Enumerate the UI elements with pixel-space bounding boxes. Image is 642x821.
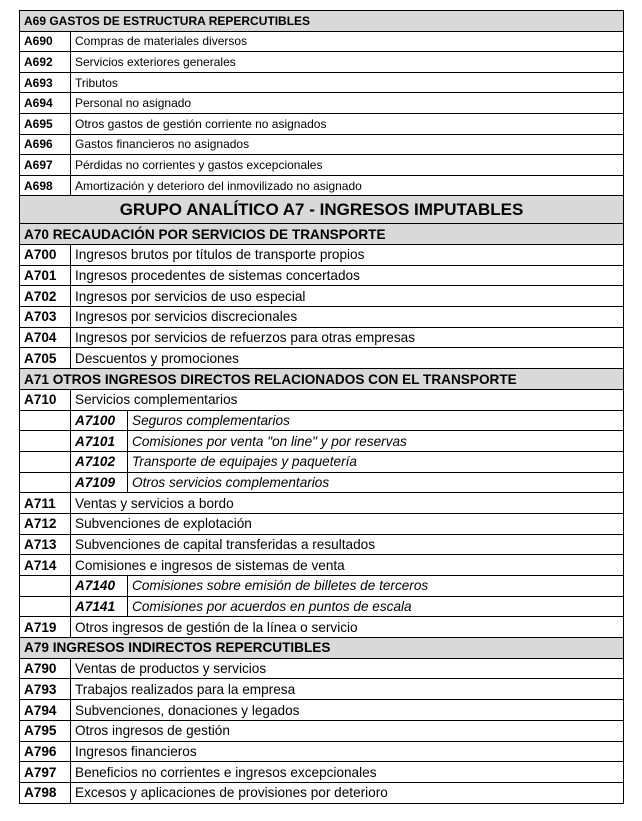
account-code: A705 (20, 348, 71, 368)
account-code: A694 (20, 93, 71, 113)
sub-account-row (20, 411, 624, 432)
block-a7 (20, 224, 624, 803)
account-description: Servicios complementarios (75, 392, 238, 408)
section-title: A79 INGRESOS INDIRECTOS REPERCUTIBLES (24, 640, 331, 656)
table-row (20, 73, 624, 94)
account-code: A702 (20, 286, 71, 306)
account-description: Ingresos por servicios de refuerzos para otras empresas (75, 330, 415, 346)
account-code: A700 (20, 245, 71, 265)
sub-account-code: A7109 (71, 473, 128, 493)
indent-cell (20, 576, 71, 596)
account-code: A793 (20, 679, 71, 699)
account-code: A714 (20, 555, 71, 575)
account-code: A698 (20, 176, 71, 196)
table-row (20, 176, 624, 197)
account-code: A797 (20, 762, 71, 782)
a69-rows (20, 32, 624, 197)
account-description: Comisiones e ingresos de sistemas de venta (75, 557, 345, 573)
a79-rows (20, 659, 624, 804)
account-code: A697 (20, 155, 71, 175)
table-row (20, 348, 624, 369)
account-code: A703 (20, 307, 71, 327)
table-row (20, 617, 624, 638)
sub-account-row (20, 576, 624, 597)
account-description: Ingresos financieros (75, 743, 197, 759)
sub-account-row (20, 473, 624, 494)
table-row (20, 286, 624, 307)
table-row (20, 721, 624, 742)
account-code: A710 (20, 390, 71, 410)
account-description: Ingresos procedentes de sistemas concertados (75, 268, 360, 284)
indent-cell (20, 452, 71, 472)
account-description: Ingresos brutos por títulos de transporte propios (75, 247, 365, 263)
account-code: A712 (20, 514, 71, 534)
account-description: Amortización y deterioro del inmovilizado no asignado (75, 178, 362, 193)
sub-account-description: Comisiones por venta "on line" y por reservas (132, 433, 407, 449)
table-row (20, 135, 624, 156)
table-row (20, 555, 624, 576)
indent-cell (20, 411, 71, 431)
sub-account-description: Otros servicios complementarios (132, 474, 330, 490)
table-row (20, 114, 624, 135)
account-description: Compras de materiales diversos (75, 34, 248, 49)
account-description: Trabajos realizados para la empresa (75, 681, 296, 697)
account-description: Excesos y aplicaciones de provisiones por deterioro (75, 785, 388, 801)
table-row (20, 93, 624, 114)
table-row (20, 514, 624, 535)
sub-account-code: A7140 (71, 576, 128, 596)
account-code: A704 (20, 328, 71, 348)
account-description: Pérdidas no corrientes y gastos excepcionales (75, 157, 323, 172)
account-code: A695 (20, 114, 71, 134)
account-code: A711 (20, 493, 71, 513)
account-code: A696 (20, 135, 71, 155)
table-row (20, 390, 624, 411)
account-description: Otros ingresos de gestión de la línea o servicio (75, 619, 358, 635)
account-description: Descuentos y promociones (75, 350, 239, 366)
indent-cell (20, 431, 71, 451)
group-banner (20, 196, 624, 224)
table-row (20, 493, 624, 514)
account-description: Tributos (75, 75, 118, 90)
account-code: A795 (20, 721, 71, 741)
table-row (20, 659, 624, 680)
sub-account-code: A7102 (71, 452, 128, 472)
a71-rows (20, 390, 624, 638)
sub-account-row (20, 452, 624, 473)
account-description: Servicios exteriores generales (75, 54, 236, 69)
section-header-a70 (20, 224, 624, 245)
account-description: Beneficios no corrientes e ingresos excepcionales (75, 764, 377, 780)
table-row (20, 762, 624, 783)
account-code: A798 (20, 783, 71, 803)
account-description: Otros ingresos de gestión (75, 723, 230, 739)
sub-account-description: Comisiones por acuerdos en puntos de escala (132, 599, 412, 615)
indent-cell (20, 473, 71, 493)
a70-rows (20, 245, 624, 369)
block-a69 (20, 11, 624, 196)
account-description: Ingresos por servicios discrecionales (75, 309, 298, 325)
account-description: Subvenciones de capital transferidas a resultados (75, 537, 375, 552)
account-description: Ingresos por servicios de uso especial (75, 288, 306, 304)
account-description: Otros gastos de gestión corriente no asignados (75, 116, 327, 131)
table-row (20, 155, 624, 176)
sub-account-row (20, 597, 624, 618)
sub-account-code: A7100 (71, 411, 128, 431)
account-code: A692 (20, 52, 71, 72)
sub-account-code: A7101 (71, 431, 128, 451)
account-description: Subvenciones, donaciones y legados (75, 702, 300, 718)
table-row (20, 783, 624, 804)
sub-account-row (20, 431, 624, 452)
account-code: A719 (20, 617, 71, 637)
sub-account-code: A7141 (71, 597, 128, 617)
account-code: A794 (20, 700, 71, 720)
account-code: A693 (20, 73, 71, 93)
table-row (20, 679, 624, 700)
table-row (20, 700, 624, 721)
account-code: A713 (20, 535, 71, 555)
table-row (20, 32, 624, 53)
table-row (20, 307, 624, 328)
account-description: Ventas de productos y servicios (75, 661, 267, 677)
section-title: A69 GASTOS DE ESTRUCTURA REPERCUTIBLES (24, 13, 311, 28)
sub-account-description: Comisiones sobre emisión de billetes de terceros (132, 578, 429, 594)
section-header-a69 (20, 11, 624, 32)
group-title: GRUPO ANALÍTICO A7 - INGRESOS IMPUTABLES (119, 199, 524, 219)
sub-account-description: Seguros complementarios (132, 412, 290, 428)
table-row (20, 245, 624, 266)
account-description: Gastos financieros no asignados (75, 137, 250, 152)
sub-account-description: Transporte de equipajes y paquetería (132, 454, 357, 470)
account-code: A790 (20, 659, 71, 679)
table-row (20, 742, 624, 763)
account-description: Personal no asignado (75, 96, 192, 111)
account-description: Subvenciones de explotación (75, 516, 252, 532)
section-title: A71 OTROS INGRESOS DIRECTOS RELACIONADOS CON EL TRANSPORTE (24, 371, 517, 387)
section-header-a71 (20, 369, 624, 390)
account-description: Ventas y servicios a bordo (75, 495, 234, 511)
section-title: A70 RECAUDACIÓN POR SERVICIOS DE TRANSPORTE (24, 226, 386, 242)
section-header-a79 (20, 638, 624, 659)
account-code: A701 (20, 266, 71, 286)
group-title-row (20, 196, 624, 224)
account-code: A796 (20, 742, 71, 762)
table-row (20, 266, 624, 287)
accounting-codes-table (19, 10, 624, 804)
table-row (20, 328, 624, 349)
table-row (20, 535, 624, 556)
table-row (20, 52, 624, 73)
indent-cell (20, 597, 71, 617)
account-code: A690 (20, 32, 71, 52)
